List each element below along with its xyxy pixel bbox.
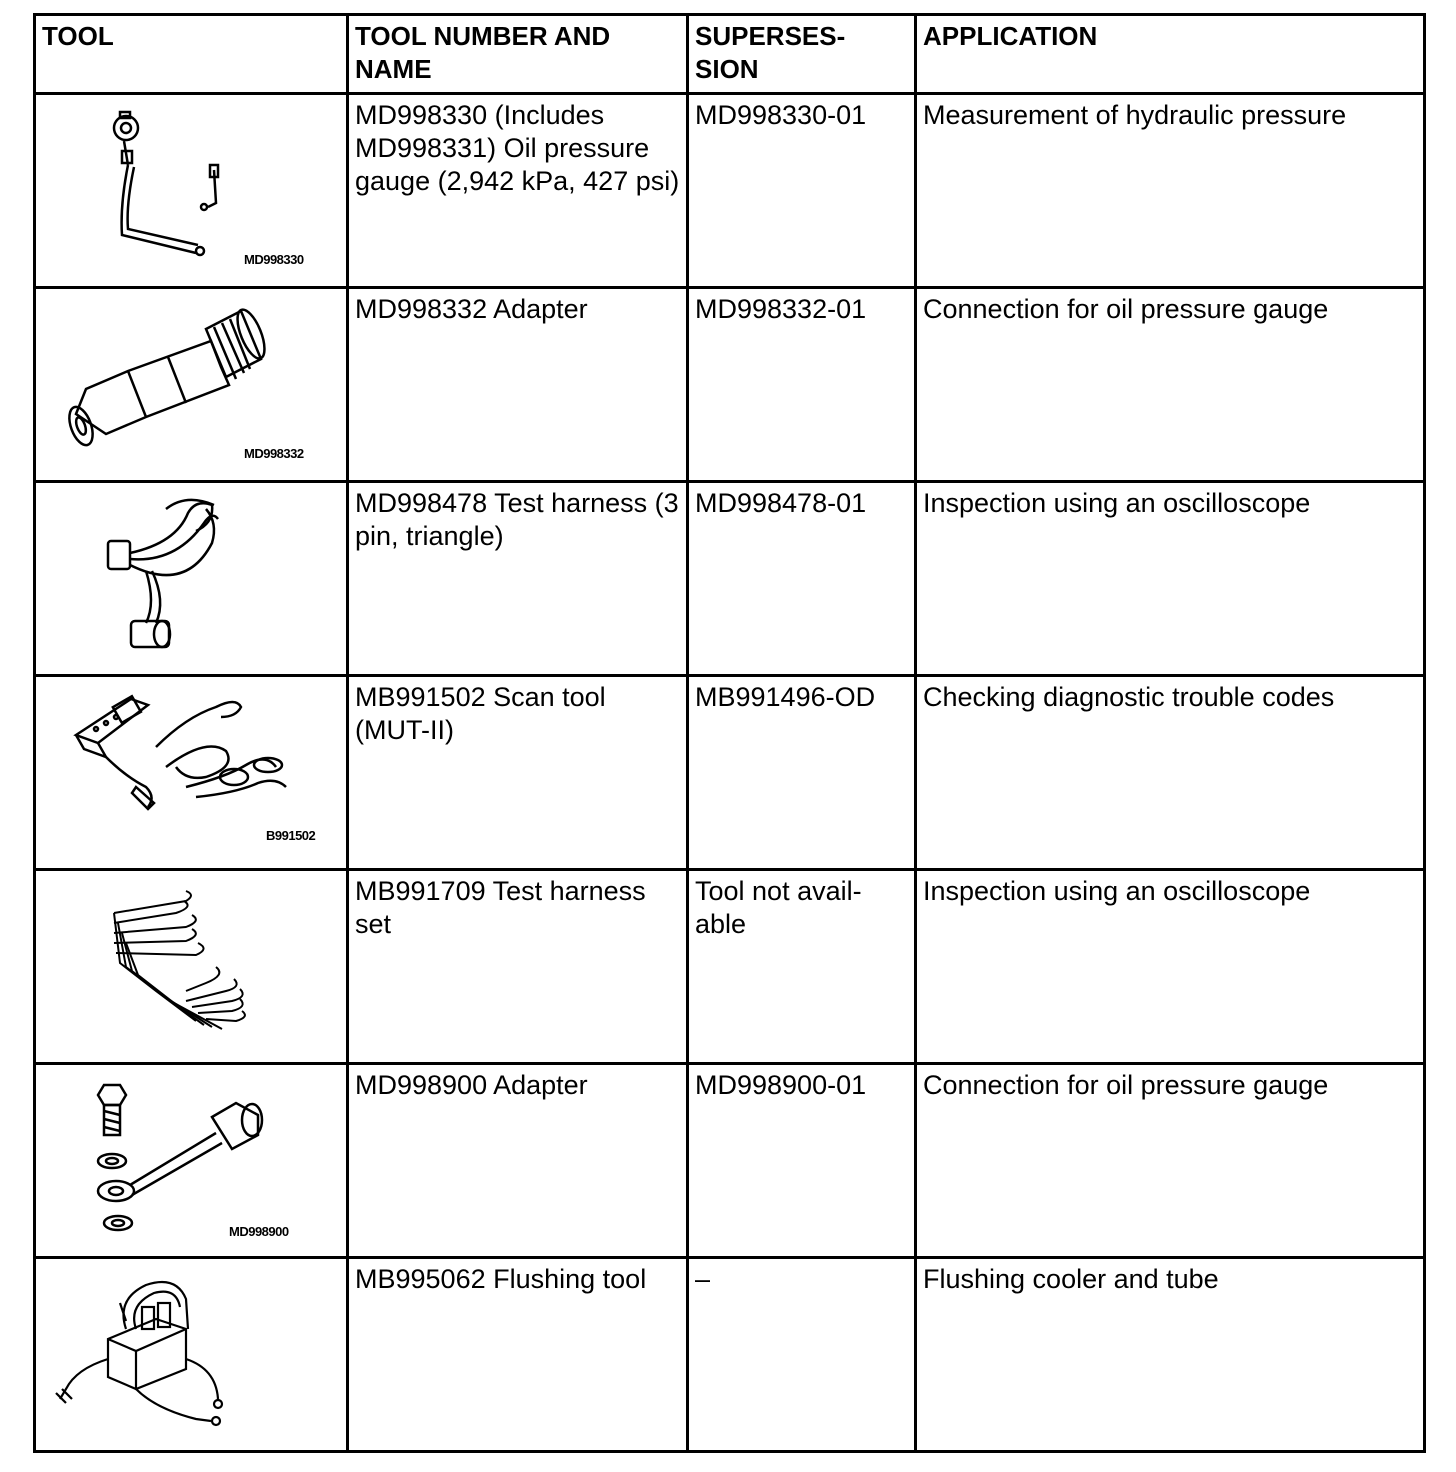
supersession-cell: Tool not avail-able [688,870,916,1064]
adapter-set-illustration [36,1065,349,1255]
table-row [35,94,1425,288]
header-tool: TOOL [35,15,348,94]
tool-image-cell [35,94,348,288]
table-row [35,482,1425,676]
tool-name-cell: MB991709 Test harness set [348,870,688,1064]
table-row [35,676,1425,870]
tool-image-cell [35,288,348,482]
supersession-cell: MD998478-01 [688,482,916,676]
application-cell: Flushing cooler and tube [916,1258,1425,1452]
tool-name-cell: MD998332 Adapter [348,288,688,482]
supersession-cell: MB991496-OD [688,676,916,870]
application-cell: Measurement of hydraulic pressure [916,94,1425,288]
table-row [35,870,1425,1064]
supersession-cell: MD998900-01 [688,1064,916,1258]
header-supersession: SUPERSES-SION [688,15,916,94]
table-row [35,1064,1425,1258]
supersession-cell: MD998330-01 [688,94,916,288]
application-cell: Inspection using an oscilloscope [916,870,1425,1064]
tool-name-cell: MB995062 Flushing tool [348,1258,688,1452]
application-cell: Connection for oil pressure gauge [916,288,1425,482]
tool-name-cell: MD998900 Adapter [348,1064,688,1258]
tool-name-cell: MD998478 Test harness (3 pin, triangle) [348,482,688,676]
tool-image-label: MD998332 [244,446,304,461]
test-harness-set-illustration [36,871,349,1061]
tool-image-cell [35,1258,348,1452]
tool-image-cell [35,676,348,870]
application-cell: Inspection using an oscilloscope [916,482,1425,676]
tool-name-cell: MB991502 Scan tool (MUT-II) [348,676,688,870]
flushing-tool-illustration [36,1259,349,1449]
tool-image-label: MD998900 [229,1224,289,1239]
tool-image-cell [35,482,348,676]
supersession-cell: MD998332-01 [688,288,916,482]
header-number-name: TOOL NUMBER AND NAME [348,15,688,94]
test-harness-illustration [36,483,349,673]
special-tools-table [33,13,1426,1453]
table-row [35,1258,1425,1452]
tool-image-cell [35,870,348,1064]
table-row [35,288,1425,482]
tool-image-label: B991502 [266,828,316,843]
supersession-cell: – [688,1258,916,1452]
header-application: APPLICATION [916,15,1425,94]
tool-image-cell [35,1064,348,1258]
tool-name-cell: MD998330 (Includes MD998331) Oil pressure gauge (2,942 kPa, 427 psi) [348,94,688,288]
header-row [35,15,1425,94]
application-cell: Checking diagnostic trouble codes [916,676,1425,870]
application-cell: Connection for oil pressure gauge [916,1064,1425,1258]
tool-image-label: MD998330 [244,252,304,267]
